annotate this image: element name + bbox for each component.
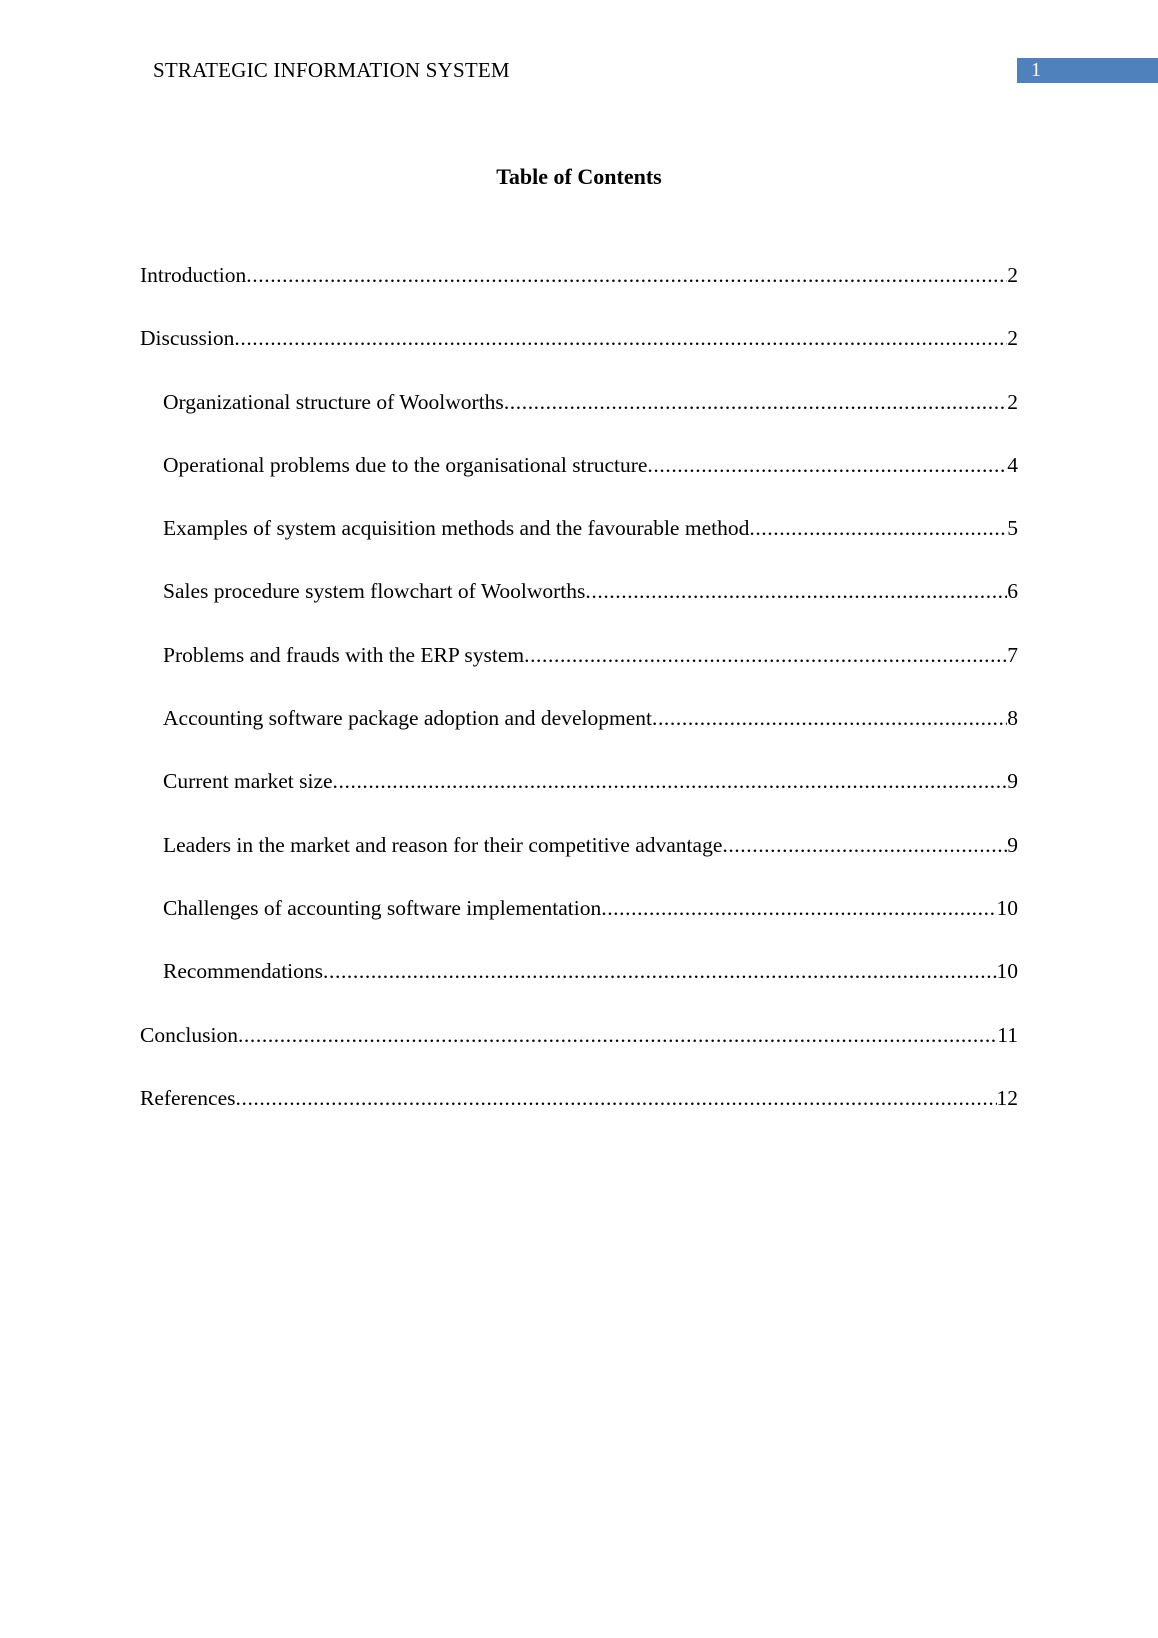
toc-entry-system-acquisition[interactable] [140, 515, 1018, 578]
toc-entry-page: 2 [1007, 389, 1018, 414]
toc-entry-text: Conclusion [140, 1022, 238, 1047]
toc-entry-page: 12 [996, 1085, 1018, 1110]
toc-entry-sales-flowchart[interactable] [140, 578, 1018, 641]
toc-dot-leader [647, 452, 1007, 478]
toc-entry-text: Sales procedure system flowchart of Woolworths [163, 579, 586, 604]
toc-entry-text: Problems and frauds with the ERP system [163, 642, 525, 667]
toc-entry-text: Organizational structure of Woolworths [163, 389, 504, 414]
toc-dot-leader [333, 768, 1008, 794]
toc-dot-leader [524, 642, 1007, 668]
toc-entry-accounting-software-adoption[interactable] [140, 705, 1018, 768]
toc-entry-page: 9 [1007, 832, 1018, 857]
toc-entry-organizational-structure[interactable] [140, 389, 1018, 452]
toc-title: Table of Contents [496, 164, 662, 189]
toc-entry-conclusion[interactable] [140, 1022, 1018, 1085]
toc-dot-leader [246, 262, 1007, 288]
toc-dot-leader [238, 1022, 997, 1048]
running-header-title: STRATEGIC INFORMATION SYSTEM [153, 58, 510, 82]
toc-dot-leader [722, 832, 1007, 858]
toc-entry-page: 9 [1007, 769, 1018, 794]
toc-entry-text: Operational problems due to the organisational structure [163, 452, 648, 477]
toc-entry-implementation-challenges[interactable] [140, 895, 1018, 958]
toc-dot-leader [585, 578, 1007, 604]
toc-entry-recommendations[interactable] [140, 958, 1018, 1021]
page-number-badge [1017, 58, 1158, 83]
toc-entry-page: 10 [996, 959, 1018, 984]
toc-entry-text: Current market size [163, 769, 333, 794]
toc-entry-text: References [140, 1085, 236, 1110]
toc-entry-market-size[interactable] [140, 768, 1018, 831]
toc-entry-page: 10 [996, 895, 1018, 920]
page-number: 1 [1031, 59, 1041, 81]
toc-entry-text: Challenges of accounting software implementation [163, 895, 602, 920]
toc-entry-text: Discussion [140, 326, 235, 351]
toc-entry-text: Accounting software package adoption and development [163, 706, 652, 731]
toc-entry-text: Introduction [140, 263, 247, 287]
table-of-contents [140, 262, 1018, 1148]
toc-entry-page: 4 [1007, 452, 1018, 477]
toc-dot-leader [749, 515, 1007, 541]
toc-entry-page: 2 [1007, 326, 1018, 351]
toc-entry-discussion[interactable] [140, 325, 1018, 388]
toc-dot-leader [236, 1085, 997, 1111]
toc-entry-operational-problems[interactable] [140, 452, 1018, 515]
toc-entry-text: Recommendations [163, 959, 324, 984]
toc-entry-page: 6 [1007, 579, 1018, 604]
toc-entry-market-leaders[interactable] [140, 832, 1018, 895]
toc-entry-text: Leaders in the market and reason for their competitive advantage [163, 832, 723, 857]
toc-dot-leader [601, 895, 996, 921]
toc-dot-leader [504, 389, 1007, 415]
toc-dot-leader [234, 325, 1007, 351]
toc-entry-erp-problems[interactable] [140, 642, 1018, 705]
toc-dot-leader [323, 958, 996, 984]
toc-entry-references[interactable] [140, 1085, 1018, 1148]
toc-entry-text: Examples of system acquisition methods and the favourable method [163, 516, 750, 541]
toc-entry-introduction[interactable] [140, 262, 1018, 325]
toc-dot-leader [652, 705, 1007, 731]
toc-entry-page: 11 [997, 1022, 1018, 1047]
toc-entry-page: 2 [1007, 263, 1018, 287]
toc-entry-page: 7 [1007, 642, 1018, 667]
toc-entry-page: 8 [1007, 706, 1018, 731]
toc-entry-page: 5 [1007, 516, 1018, 541]
